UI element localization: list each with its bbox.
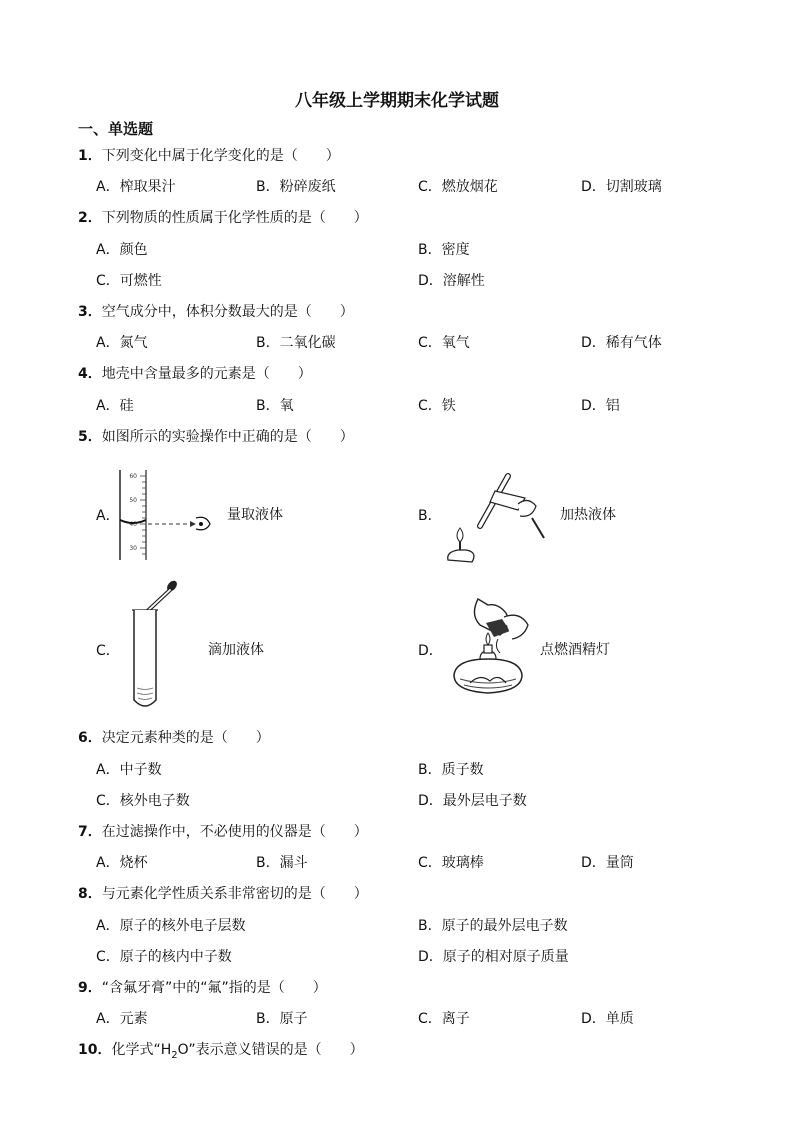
question-text: 下列变化中属于化学变化的是（ ） [101, 148, 340, 164]
question-5 [78, 426, 354, 446]
option-3c: C．氧气 [418, 335, 470, 351]
question-3 [78, 301, 354, 321]
option-6c: C．核外电子数 [96, 793, 190, 809]
option-9c: C．离子 [418, 1011, 470, 1027]
tick-label: 40 [129, 521, 137, 528]
option-7c: C．玻璃棒 [418, 855, 484, 871]
caption-5b: 加热液体 [560, 507, 616, 523]
option-4b: B．氧 [256, 398, 294, 414]
option-8b: B．原子的最外层电子数 [418, 918, 568, 934]
option-2d: D．溶解性 [418, 273, 485, 289]
option-4c: C．铁 [418, 398, 456, 414]
option-6a: A．中子数 [96, 762, 162, 778]
option-8a: A．原子的核外电子层数 [96, 918, 246, 934]
question-2 [78, 207, 368, 227]
question-text: 空气成分中，体积分数最大的是（ ） [101, 304, 354, 320]
option-1b: B．粉碎废纸 [256, 179, 336, 195]
section-heading: 一、单选题 [78, 120, 154, 138]
option-1a: A．榨取果汁 [96, 179, 176, 195]
option-2c: C．可燃性 [96, 273, 162, 289]
cylinder-reading-figure [110, 468, 220, 563]
option-5d: D． [418, 643, 443, 659]
question-number: 7． [78, 824, 102, 840]
question-8 [78, 883, 368, 903]
dropping-liquid-figure [120, 578, 190, 713]
option-9b: B．原子 [256, 1011, 308, 1027]
option-2a: A．颜色 [96, 242, 148, 258]
question-number: 2． [78, 210, 102, 226]
option-7d: D．量筒 [581, 855, 634, 871]
question-text: 决定元素种类的是（ ） [101, 730, 270, 746]
question-text: 在过滤操作中，不必使用的仪器是（ ） [101, 824, 368, 840]
option-1c: C．燃放烟花 [418, 179, 498, 195]
question-number: 8． [78, 886, 102, 902]
option-4d: D．铝 [581, 398, 620, 414]
option-9a: A．元素 [96, 1011, 148, 1027]
option-5c: C． [96, 643, 120, 659]
option-3d: D．稀有气体 [581, 335, 662, 351]
question-10 [78, 1039, 364, 1061]
page-title: 八年级上学期期末化学试题 [295, 91, 499, 111]
option-7a: A．烧杯 [96, 855, 148, 871]
question-text: 化学式“$H_2O$”表示意义错误的是（ ） [111, 1042, 364, 1061]
heating-liquid-figure [440, 466, 550, 566]
option-2b: B．密度 [418, 242, 470, 258]
option-3b: B．二氧化碳 [256, 335, 336, 351]
question-number: 9． [78, 980, 102, 996]
question-6 [78, 727, 270, 747]
question-7 [78, 821, 368, 841]
tick-label: 60 [129, 473, 137, 480]
option-8c: C．原子的核内中子数 [96, 949, 232, 965]
option-8d: D．原子的相对原子质量 [418, 949, 569, 965]
question-4 [78, 363, 312, 383]
tick-label: 50 [129, 497, 137, 504]
option-1d: D．切割玻璃 [581, 179, 662, 195]
option-5b: B． [418, 508, 442, 524]
option-5a: A． [96, 508, 120, 524]
question-text: 与元素化学性质关系非常密切的是（ ） [101, 886, 368, 902]
caption-5c: 滴加液体 [208, 642, 264, 658]
question-text: 如图所示的实验操作中正确的是（ ） [101, 429, 354, 445]
question-number: 5． [78, 429, 102, 445]
question-text: “含氟牙膏”中的“氟”指的是（ ） [101, 980, 327, 996]
question-number: 4． [78, 366, 102, 382]
question-number: 3． [78, 304, 102, 320]
tick-label: 30 [129, 545, 137, 552]
question-9 [78, 977, 327, 997]
question-1 [78, 145, 340, 165]
question-number: 10． [78, 1042, 112, 1058]
option-4a: A．硅 [96, 398, 134, 414]
lighting-lamp-figure [440, 595, 540, 700]
option-9d: D．单质 [581, 1011, 634, 1027]
caption-5a: 量取液体 [227, 507, 283, 523]
option-3a: A．氮气 [96, 335, 148, 351]
option-6b: B．质子数 [418, 762, 484, 778]
option-6d: D．最外层电子数 [418, 793, 527, 809]
question-number: 1． [78, 148, 102, 164]
question-number: 6． [78, 730, 102, 746]
question-text: 地壳中含量最多的元素是（ ） [101, 366, 312, 382]
option-7b: B．漏斗 [256, 855, 308, 871]
caption-5d: 点燃酒精灯 [540, 642, 610, 658]
question-text: 下列物质的性质属于化学性质的是（ ） [101, 210, 368, 226]
